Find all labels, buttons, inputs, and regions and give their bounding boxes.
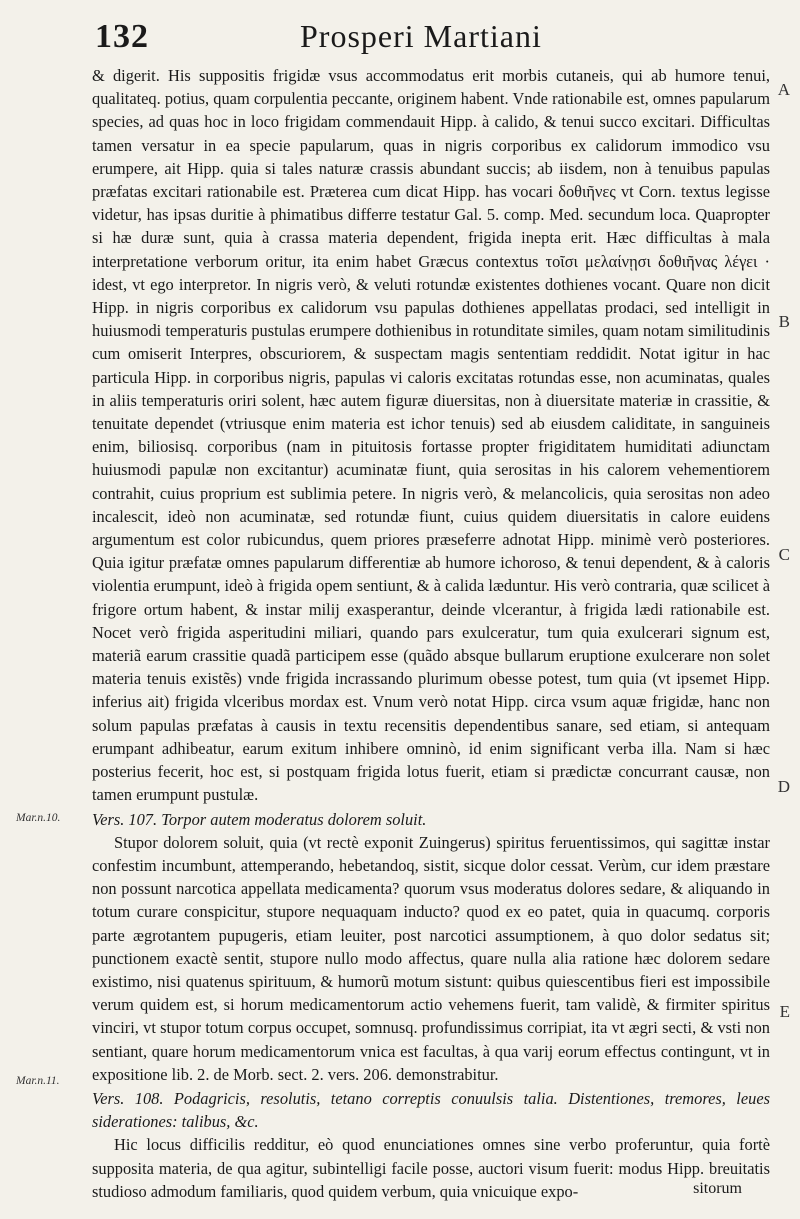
margin-note-mar-n-11: Mar.n.11. [16,1075,60,1087]
catchword: sitorum [693,1180,742,1197]
page-number: 132 [95,18,149,55]
margin-letter-a: A [777,80,790,99]
page-header [95,18,655,58]
body-text [92,64,770,1203]
commentary-paragraph: Stupor dolorem soluit, quia (vt rectè exponit Zuingerus) spiritus feruentissimos, qui sagittæ instar confestim incumbunt, attemperando, hebetandoq, sistit, sicque dolor cessat. Verùm, cur idem præstare non possunt narcotica appellata medicamenta? quorum vsus moderatus dolores sedare, & aliquando in totum curare conspicitur, stupore nequaquam inducto? quod ex eo patet, quia in quacumq. corporis parte ægrotantem pupugeris, etiam leuiter, post narcotici assumptionem, à quo dolor sedatus sit; punctionem exactè sentit, stupore nullo modo affectus, quare nulla alia ratione hæc dolorem sedare existimo, nisi quatenus spirituum, & humorũ motum sistunt: quibus quiescentibus fieri est impossibile verum quidem est, si horum medicamentorum actio vehemens fuerit, tam validè, & firmiter spiritus vinciri, vt stupor totum corpus occupet, somnusq. profundissimus corripiat, ita vt ægri secti, & vsti non sentiant, quare horum medicamentorum vnica est facultas, à qua varij eorum effectus contingunt, vt in expositione lib. 2. de Morb. sect. 2. vers. 206. demonstrabitur. [92,832,770,1084]
margin-letter-e: E [779,1002,790,1021]
margin-letter-d: D [777,777,790,796]
verse-heading-108: Vers. 108. Podagricis, resolutis, tetano correptis conuulsis talia. Distentiones, tremores, leues siderationes: talibus, &c. [92,1088,770,1132]
margin-note-mar-n-10: Mar.n.10. [16,812,61,824]
commentary-paragraph: & digerit. His suppositis frigidæ vsus accommodatus erit morbis cutaneis, qui ab humore tenui, qualitateq. potius, quam corpulentia peccante, originem habent. Vnde rationabile est, omnes papularum species, ad quas hoc in loco frigidam commendauit Hipp. à calido, & tenui succo excitari. Difficultas tamen versatur in ea specie papularum, quas in nigris corporibus ex calidorum immodico vsu erumpere, ait Hipp. quia si tales naturæ crassis abundant succis; ab iisdem, non à tenuibus papulas præfatas excitari rationabile est. Præterea cum dicat Hipp. has vocari δοθιῆνες vt Corn. textus legisse videtur, has ipsas duritie à phimatibus differre testatur Gal. 5. comp. Med. secundum loca. Quapropter si hæ duræ sunt, quia à crassa materia dependent, frigida inepta erit. Hæc difficultas à mala interpretatione verborum oritur, ita enim habet Græcus contextus τοῖσι μελαίνῃσι δοθιῆνας λέγει · idest, vt ego interpretor. In nigris verò, & veluti rotundæ existentes dothienes vocant. Quare non dicit Hipp. in nigris corporibus ex calidorum vsu papulas dothienes appellatas prodaci, sed intelligit in huiusmodi temperaturis pustulas erumpere dothienibus in rotunditate similes, quam notam similitudinis cum omiserit Interpres, obscuriorem, & suspectam magis sententiam reddidit. Notat igitur in hac particula Hipp. in corporibus nigris, papulas vi caloris excitatas rotundas esse, non acuminatas, quales in aliis temperaturis oriri solent, hæc autem figuræ diuersitas, non à diuersitate materiæ in crassitie, & tenuitate dependet (vtriusque enim materia est ichor tenuis) sed ab eiusdem caliditate, in sanguineis enim, biliosisq. corporibus (nam in pituitosis fortasse propter frigiditatem humiditati adiunctam huiusmodi papulæ non excitantur) acuminatæ fiunt, quia serositas in his calorem vehementiorem contrahit, cuius proprium est sublimia petere. In nigris verò, & melancolicis, quia serositas non adeo incalescit, ideò non acuminatæ, sed rotundæ fiunt, cuius quidem diuersitatis in calore euidens argumentum est color rubicundus, quem priores præseferre adnotat Hipp. minimè verò posteriores. Quia igitur præfatæ omnes papularum differentiæ ab humore ichoroso, & tenui dependent, & à caloris violentia erumpunt, ideò à frigida opem sentiunt, & à calida læduntur. His verò contraria, quæ scilicet à frigore ortum habent, & instar milij exasperantur, deinde vlcerantur, à frigida lædi rationabile est. Nocet verò frigida asperitudini miliari, quando pars exulceratur, tum quia exulcerari signum est, materiã earum crassitie quadã participem esse (quãdo absque bullarum eruptione exulcerare non solet materia tenuis existẽs) vnde frigida incrassando plurimum obesse potest, tum quia (vt ipsemet Hipp. inferius ait) frigida vlceribus mordax est. Vnum verò notat Hipp. circa vsum aquæ frigidæ, hanc non solum papulas præfatas à causis in textu recensitis dependentibus sanare, sed etiam, si antequam erumpant adhibeatur, earum exitum inhibere omninò, id enim significant verba illa. Nam si hæc posterius fecerit, hoc est, si postquam frigida lotus fuerit, etiam si prædictæ concurrant causæ, non tamen erumpunt pustulæ. [92,66,770,805]
running-head: Prosperi Martiani [300,18,542,54]
margin-letter-c: C [778,545,790,564]
verse-heading-107: Vers. 107. Torpor autem moderatus dolorem soluit. [92,809,427,829]
margin-letter-b: B [778,312,790,331]
commentary-paragraph: Hic locus difficilis redditur, eò quod enunciationes omnes sine verbo proferuntur, quia fortè supposita materia, de qua agitur, subintelligi facile posse, auctori visum fuerit: modus Hipp. breuitatis studioso admodum familiaris, quod quidem verbum, quia vnicuique expo- [92,1135,770,1201]
